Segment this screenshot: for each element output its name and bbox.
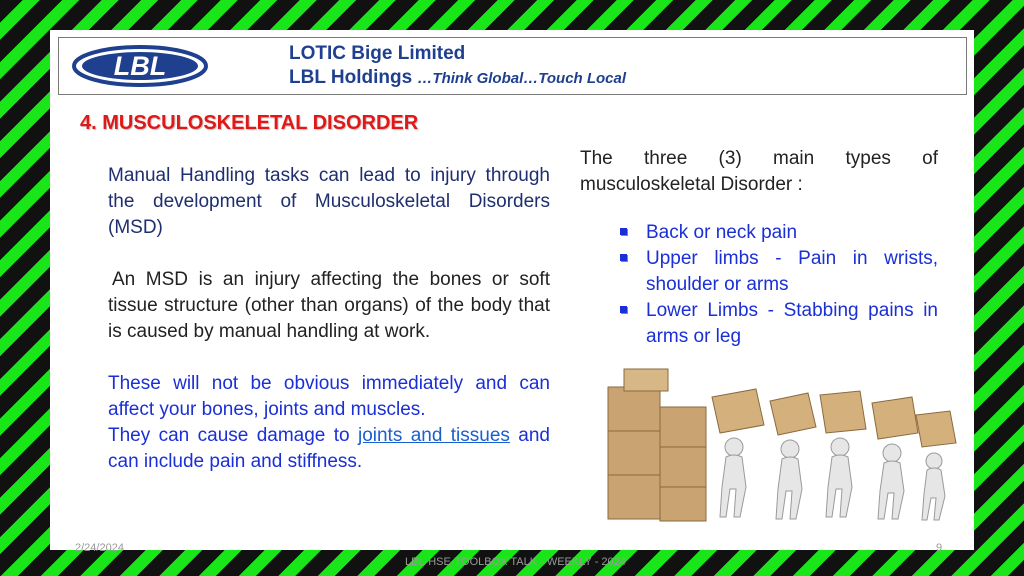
list-item: Upper limbs - Pain in wrists, shoulder or arms [620,246,938,298]
section-title: 4. MUSCULOSKELETAL DISORDER [80,112,419,134]
msd-effects-paragraph: These will not be obvious immediately and can affect your bones, joints and muscles. [108,373,550,420]
company-line2 [289,66,626,91]
msd-definition-paragraph: An MSD is an injury affecting the bones or soft tissue structure (other than organs) of the body that is caused by manual handling at work. [108,269,550,342]
msd-types-intro: The three (3) main types of musculoskeletal Disorder : [580,148,938,195]
msd-intro-paragraph: Manual Handling tasks can lead to injury through the development of Musculoskeletal Disorders (MSD) [108,165,550,238]
footer-page-number: 9 [936,542,943,554]
people-carrying-boxes-illustration [594,367,968,542]
footer-title: LBL-HSE-TOOLBOX TALK - WEEKLY - 2024 [405,556,626,568]
svg-text:LBL: LBL [113,51,167,81]
company-holdings: LBL Holdings [289,67,413,88]
left-column [108,163,550,475]
damage-text-before: They can cause damage to [108,425,358,446]
msd-types-list [580,220,938,350]
lbl-logo [71,43,209,89]
list-item: Lower Limbs - Stabbing pains in arms or leg [620,298,938,350]
company-tagline: …Think Global…Touch Local [417,70,627,87]
company-name [289,42,626,91]
right-column [580,146,938,350]
company-line1: LOTIC Bige Limited [289,43,466,64]
msd-damage-paragraph [108,423,550,475]
list-item: Back or neck pain [620,220,938,246]
joints-and-tissues-link[interactable]: joints and tissues [357,425,510,446]
footer-date: 2/24/2024 [75,542,124,554]
damage-text-after: and can include pain and stiffness. [108,425,550,472]
header-banner [58,37,967,95]
slide [50,30,974,568]
